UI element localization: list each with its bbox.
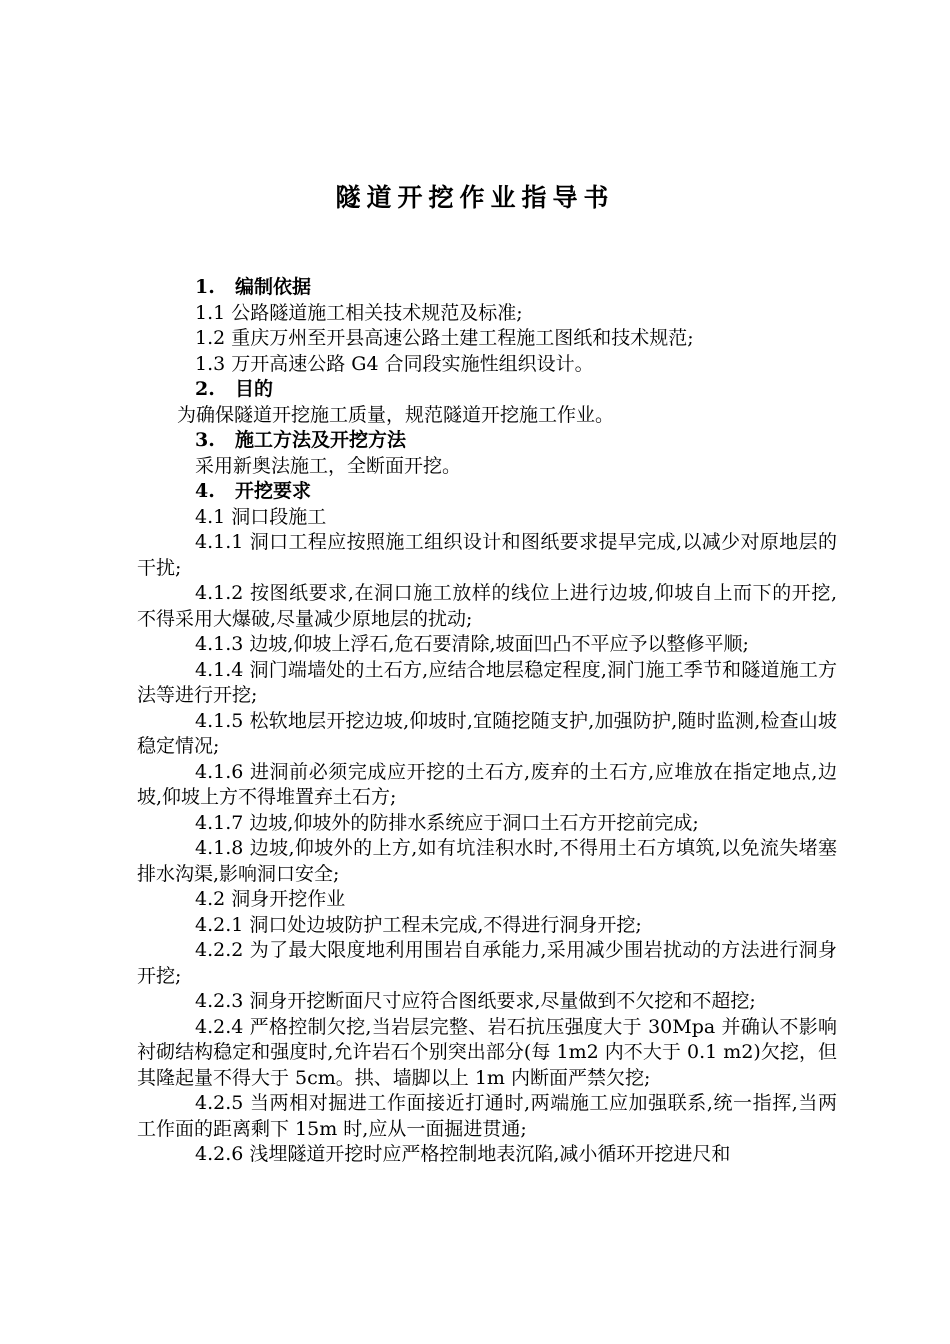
paragraph: 4.2.6 浅埋隧道开挖时应严格控制地表沉陷,减小循环开挖进尺和 [195, 1143, 731, 1165]
list-item: 1.3 万开高速公路 G4 合同段实施性组织设计。 [195, 352, 594, 375]
list-item: 1.2 重庆万州至开县高速公路土建工程施工图纸和技术规范; [195, 327, 694, 349]
paragraph: 4.2.1 洞口处边坡防护工程未完成,不得进行洞身开挖; [195, 913, 642, 936]
paragraph: 4.1.7 边坡,仰坡外的防排水系统应于洞口土石方开挖前完成; [195, 811, 699, 834]
section-heading-2 [137, 377, 837, 403]
section-number: 3. [195, 429, 215, 451]
paragraph: 4.1.1 洞口工程应按照施工组织设计和图纸要求提早完成,以减少对原地层的干扰; [137, 531, 837, 579]
paragraph: 4.1.5 松软地层开挖边坡,仰坡时,宜随挖随支护,加强防护,随时监测,检查山坡稳定情况; [137, 709, 837, 757]
section-heading-3 [137, 428, 837, 454]
paragraph: 4.1.3 边坡,仰坡上浮石,危石要清除,坡面凹凸不平应予以整修平顺; [195, 633, 749, 655]
paragraph: 4.2.5 当两相对掘进工作面接近打通时,两端施工应加强联系,统一指挥,当两工作面的距离剩下 15m 时,应从一面掘进贯通; [137, 1092, 837, 1140]
section-number: 2. [195, 378, 215, 400]
section-title: 开挖要求 [235, 480, 312, 502]
list-item: 1.1 公路隧道施工相关技术规范及标准; [195, 301, 523, 324]
subsection-heading: 4.1 洞口段施工 [195, 505, 327, 528]
section-text: 为确保隧道开挖施工质量，规范隧道开挖施工作业。 [177, 403, 615, 426]
section-text: 采用新奥法施工，全断面开挖。 [195, 454, 462, 477]
section-title: 施工方法及开挖方法 [235, 429, 407, 451]
document-title: 隧道开挖作业指导书 [335, 183, 615, 212]
paragraph: 4.1.8 边坡,仰坡外的上方,如有坑洼积水时,不得用土石方填筑,以免流失堵塞排水沟渠,影响洞口安全; [137, 837, 837, 885]
subsection-heading: 4.2 洞身开挖作业 [195, 888, 346, 910]
section-heading-4 [137, 479, 837, 505]
paragraph: 4.1.4 洞门端墙处的土石方,应结合地层稳定程度,洞门施工季节和隧道施工方法等进行开挖; [137, 658, 837, 706]
paragraph: 4.2.4 严格控制欠挖,当岩层完整、岩石抗压强度大于 30Mpa 并确认不影响衬砌结构稳定和强度时,允许岩石个别突出部分(每 1m2 内不大于 0.1 m2)欠挖，但其隆起量不得大于 5cm。拱、墙脚以上 1m 内断面严禁欠挖; [137, 1015, 837, 1089]
section-number: 1. [195, 276, 215, 298]
paragraph: 4.2.3 洞身开挖断面尺寸应符合图纸要求,尽量做到不欠挖和不超挖; [195, 990, 756, 1012]
section-heading-1 [137, 275, 837, 301]
paragraph: 4.1.6 进洞前必须完成应开挖的土石方,废弃的土石方,应堆放在指定地点,边坡,仰坡上方不得堆置弃土石方; [137, 760, 837, 808]
document-body [137, 275, 837, 1168]
paragraph: 4.2.2 为了最大限度地利用围岩自承能力,采用减少围岩扰动的方法进行洞身开挖; [137, 939, 837, 987]
section-title: 目的 [235, 378, 274, 400]
paragraph: 4.1.2 按图纸要求,在洞口施工放样的线位上进行边坡,仰坡自上而下的开挖,不得采用大爆破,尽量减少原地层的扰动; [137, 582, 837, 630]
section-number: 4. [195, 480, 215, 502]
section-title: 编制依据 [235, 276, 312, 298]
